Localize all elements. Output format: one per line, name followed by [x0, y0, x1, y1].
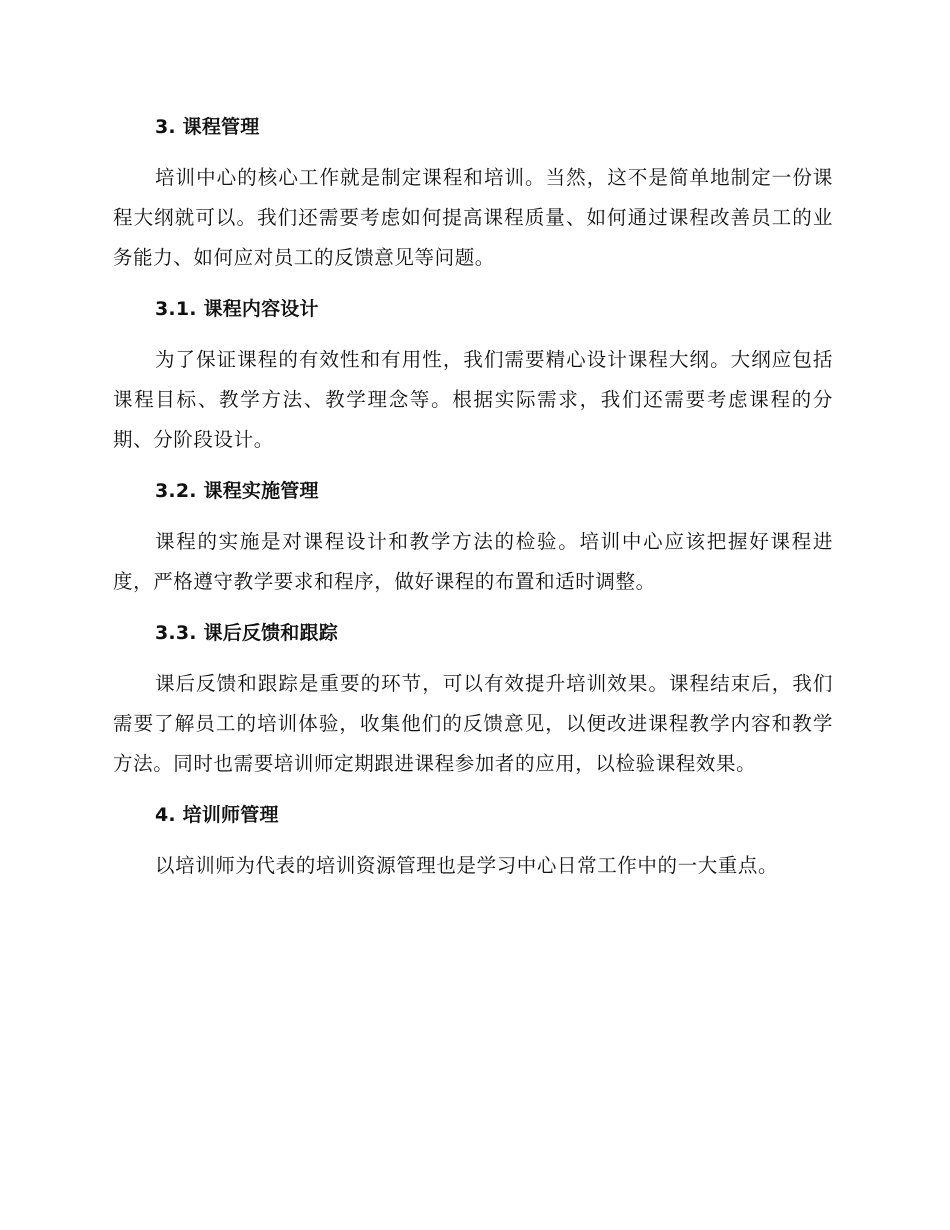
section-heading-4: 4. 培训师管理	[155, 804, 279, 826]
document-body	[113, 110, 833, 886]
section-paragraph-3: 培训中心的核心工作就是制定课程和培训。当然，这不是简单地制定一份课程大纲就可以。我们还需要考虑如何提高课程质量、如何通过课程改善员工的业务能力、如何应对员工的反馈意见等问题。	[113, 166, 833, 269]
section-heading-3: 3. 课程管理	[155, 116, 260, 138]
section-paragraph-3-1: 为了保证课程的有效性和有用性，我们需要精心设计课程大纲。大纲应包括课程目标、教学方法、教学理念等。根据实际需求，我们还需要考虑课程的分期、分阶段设计。	[113, 348, 833, 451]
section-heading-3-2: 3.2. 课程实施管理	[155, 480, 319, 502]
section-paragraph-3-3: 课后反馈和跟踪是重要的环节，可以有效提升培训效果。课程结束后，我们需要了解员工的培训体验，收集他们的反馈意见，以便改进课程教学内容和教学方法。同时也需要培训师定期跟进课程参加者的应用，以检验课程效果。	[113, 672, 833, 775]
section-paragraph-4: 以培训师为代表的培训资源管理也是学习中心日常工作中的一大重点。	[155, 854, 779, 877]
section-heading-3-1: 3.1. 课程内容设计	[155, 298, 319, 320]
section-paragraph-3-2: 课程的实施是对课程设计和教学方法的检验。培训中心应该把握好课程进度，严格遵守教学要求和程序，做好课程的布置和适时调整。	[113, 530, 833, 593]
section-heading-3-3: 3.3. 课后反馈和跟踪	[155, 622, 338, 644]
